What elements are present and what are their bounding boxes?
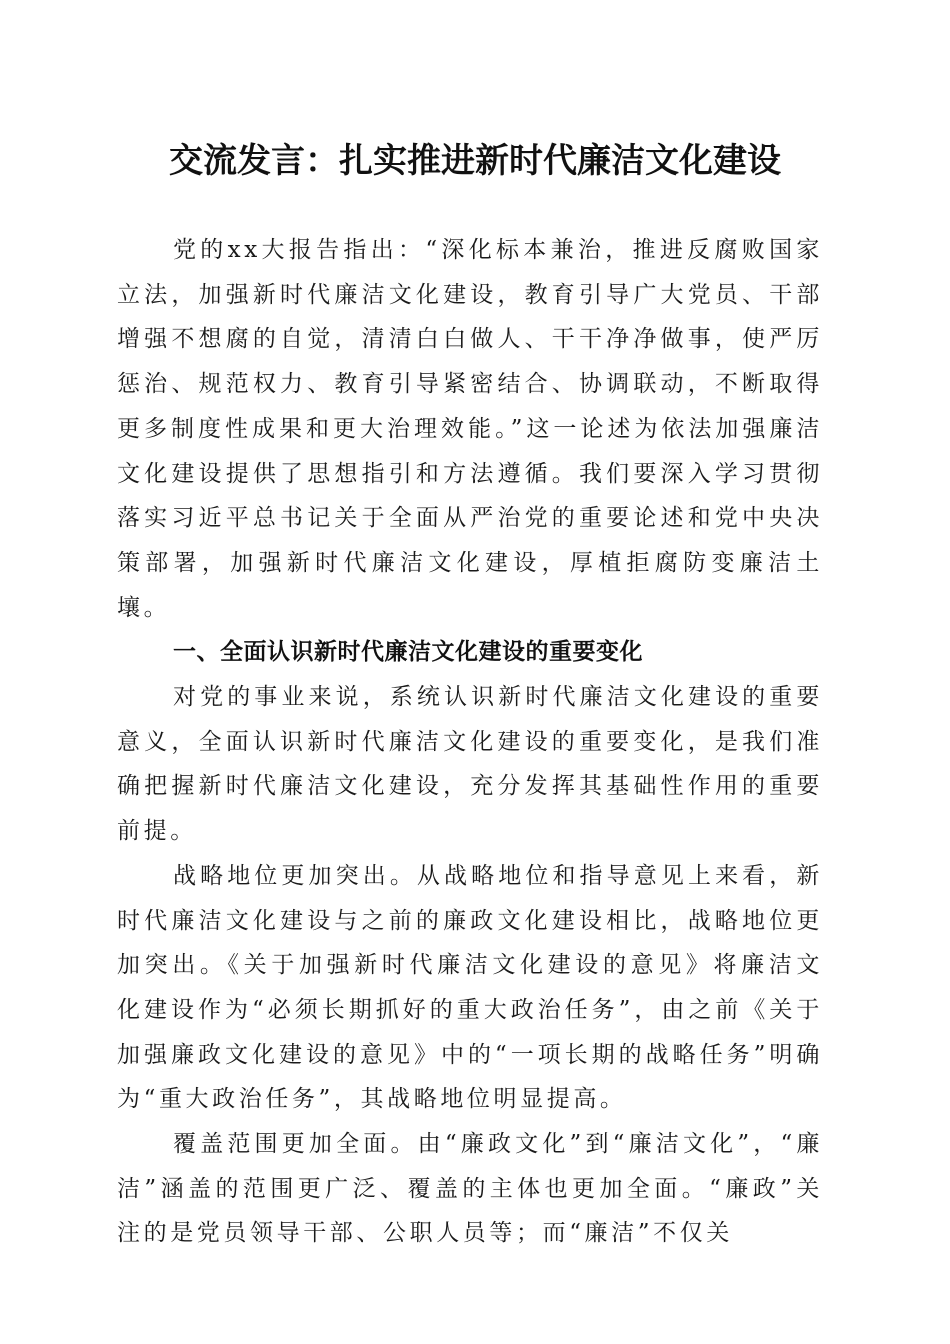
paragraph-coverage-scope: 覆盖范围更加全面。由“廉政文化”到“廉洁文化”，“廉洁”涵盖的范围更广泛、覆盖的主体也更加全面。“廉政”关注的是党员领导干部、公职人员等；而“廉洁”不仅关 xyxy=(117,1131,823,1247)
paragraph-section-1-intro: 对党的事业来说，系统认识新时代廉洁文化建设的重要意义，全面认识新时代廉洁文化建设的重要变化，是我们准确把握新时代廉洁文化建设，充分发挥其基础性作用的重要前提。 xyxy=(117,684,823,845)
document-title: 交流发言：扎实推进新时代廉洁文化建设 xyxy=(169,141,781,181)
section-heading-1: 一、全面认识新时代廉洁文化建设的重要变化 xyxy=(173,639,643,666)
paragraph-strategic-status: 战略地位更加突出。从战略地位和指导意见上来看，新时代廉洁文化建设与之前的廉政文化建设相比，战略地位更加突出。《关于加强新时代廉洁文化建设的意见》将廉洁文化建设作为“必须长期抓好的重大政治任务”，由之前《关于加强廉政文化建设的意见》中的“一项长期的战略任务”明确为“重大政治任务”，其战略地位明显提高。 xyxy=(117,862,823,1113)
document-body xyxy=(117,228,823,1256)
paragraph-intro: 党的xx大报告指出：“深化标本兼治，推进反腐败国家立法，加强新时代廉洁文化建设，教育引导广大党员、干部增强不想腐的自觉，清清白白做人、干干净净做事，使严厉惩治、规范权力、教育引导紧密结合、协调联动，不断取得更多制度性成果和更大治理效能。”这一论述为依法加强廉洁文化建设提供了思想指引和方法遵循。我们要深入学习贯彻落实习近平总书记关于全面从严治党的重要论述和党中央决策部署，加强新时代廉洁文化建设，厚植拒腐防变廉洁土壤。 xyxy=(117,237,823,621)
